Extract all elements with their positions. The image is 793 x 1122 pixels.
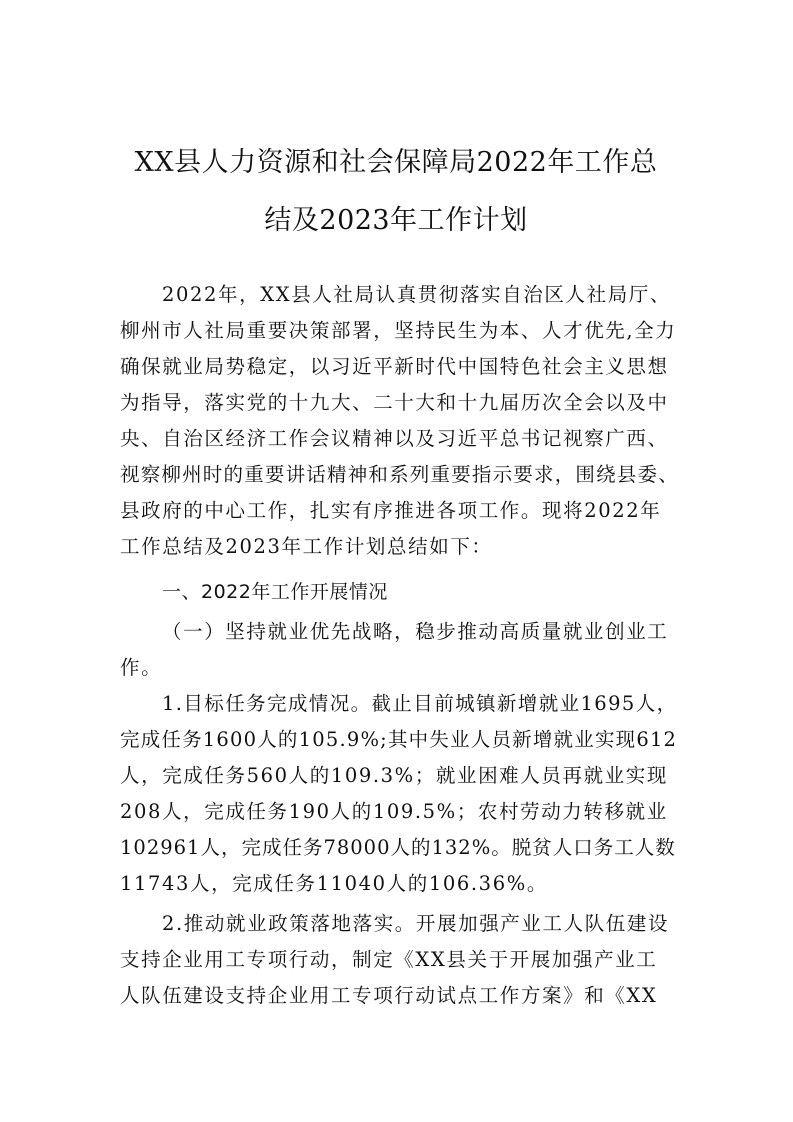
- paragraph-line: 县政府的中心工作，扎实有序推进各项工作。现将2022年: [120, 499, 662, 522]
- paragraph-line: 208人，完成任务190人的109.5%；农村劳动力转移就业: [120, 800, 668, 823]
- paragraph-line: 1.目标任务完成情况。截止目前城镇新增就业1695人，: [162, 692, 678, 715]
- subsection-heading-continued: 作。: [120, 656, 163, 679]
- section-heading: 一、2022年工作开展情况: [162, 581, 388, 603]
- paragraph-line: 视察柳州时的重要讲话精神和系列重要指示要求，围绕县委、: [120, 463, 679, 486]
- paragraph-line: 完成任务1600人的105.9%;其中失业人员新增就业实现612: [120, 728, 678, 751]
- document-title-line-1: XX县人力资源和社会保障局2022年工作总: [134, 147, 658, 178]
- paragraph-line: 柳州市人社局重要决策部署，坚持民生为本、人才优先,全力: [120, 319, 677, 342]
- paragraph-line: 2022年，XX县人社局认真贯彻落实自治区人社局厅、: [162, 283, 671, 306]
- paragraph-line: 102961人，完成任务78000人的132%。脱贫人口务工人数: [120, 836, 676, 859]
- paragraph-line: 确保就业局势稳定，以习近平新时代中国特色社会主义思想: [120, 355, 669, 378]
- paragraph-line: 人，完成任务560人的109.3%；就业困难人员再就业实现: [120, 764, 668, 787]
- subsection-heading: （一）坚持就业优先战略，稳步推动高质量就业创业工: [162, 620, 669, 643]
- paragraph-line: 为指导，落实党的十九大、二十大和十九届历次全会以及中: [120, 391, 669, 414]
- paragraph-line: 工作总结及2023年工作计划总结如下：: [120, 535, 493, 558]
- paragraph-line: 支持企业用工专项行动，制定《XX县关于开展加强产业工: [120, 948, 658, 971]
- paragraph-line: 11743人，完成任务11040人的106.36%。: [120, 872, 548, 895]
- paragraph-line: 央、自治区经济工作会议精神以及习近平总书记视察广西、: [120, 427, 669, 450]
- document-title-line-2: 结及2023年工作计划: [264, 205, 528, 236]
- paragraph-line: 2.推动就业政策落地落实。开展加强产业工人队伍建设: [162, 912, 670, 935]
- paragraph-line: 人队伍建设支持企业用工专项行动试点工作方案》和《XX: [120, 984, 658, 1007]
